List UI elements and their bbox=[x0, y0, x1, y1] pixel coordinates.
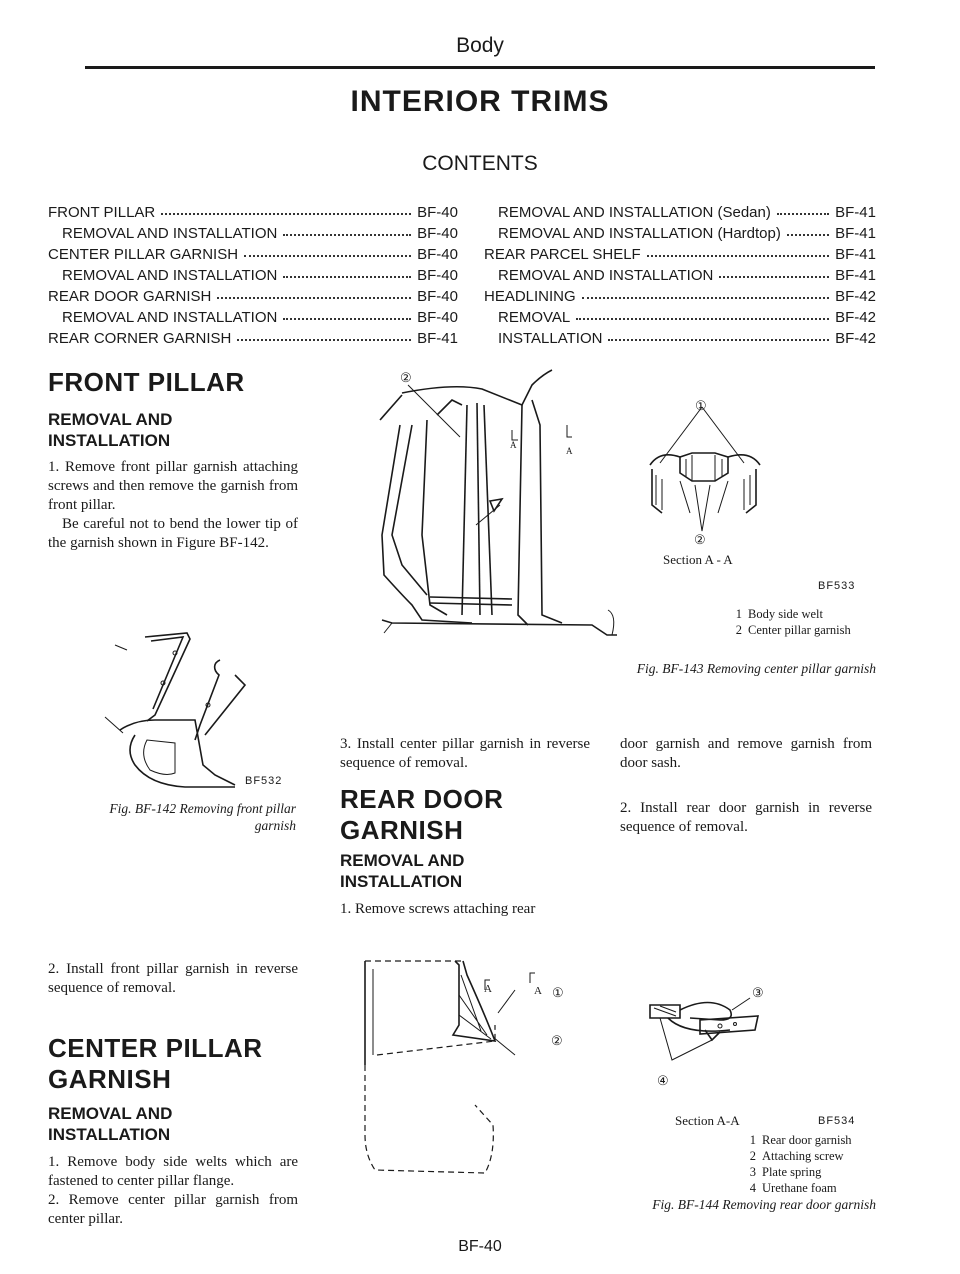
legend-item: 4 Urethane foam bbox=[749, 1181, 837, 1195]
front-pillar-subheading: REMOVAL AND INSTALLATION bbox=[48, 410, 173, 450]
front-pillar-note: Be careful not to bend the lower tip of the garnish shown in Figure BF-142. bbox=[48, 516, 298, 551]
front-pillar-heading: FRONT PILLAR bbox=[48, 367, 245, 397]
fig-bf143-callout-1: ① bbox=[695, 398, 707, 413]
toc-entry: REMOVAL AND INSTALLATION BF-40 bbox=[62, 267, 458, 284]
fig-bf143-body-illustration bbox=[372, 365, 632, 655]
running-header: Body bbox=[456, 34, 504, 57]
toc-entry: REAR CORNER GARNISH BF-41 bbox=[48, 330, 458, 347]
toc-entry: CENTER PILLAR GARNISH BF-40 bbox=[48, 246, 458, 263]
fig-bf144-callout-4: ④ bbox=[657, 1073, 669, 1088]
fig-bf143-section-label: Section A - A bbox=[663, 552, 733, 567]
rear-door-step-2: 2. Install rear door garnish in reverse sequence of removal. bbox=[620, 800, 872, 835]
fig-bf144-caption: Fig. BF-144 Removing rear door garnish bbox=[652, 1197, 876, 1212]
fig-bf143-mark-a-left: A bbox=[510, 440, 517, 450]
fig-bf143-mark-a-right: A bbox=[566, 446, 573, 456]
fig-bf142-code: BF532 bbox=[245, 775, 283, 787]
contents-heading: CONTENTS bbox=[422, 152, 538, 175]
fig-bf144-door-illustration bbox=[355, 955, 555, 1195]
center-pillar-subheading: REMOVAL AND INSTALLATION bbox=[48, 1104, 173, 1144]
toc-entry: REMOVAL AND INSTALLATION (Sedan) BF-41 bbox=[498, 204, 876, 221]
fig-bf144-section-illustration bbox=[640, 990, 780, 1080]
page-title: INTERIOR TRIMS bbox=[350, 85, 610, 118]
fig-bf142-illustration bbox=[95, 625, 265, 795]
toc-right bbox=[484, 202, 876, 349]
rear-door-heading: REAR DOOR GARNISH bbox=[340, 784, 504, 845]
rear-door-subheading: REMOVAL AND INSTALLATION bbox=[340, 851, 465, 891]
fig-bf144-mark-a-right: A bbox=[534, 985, 542, 997]
toc-entry: HEADLINING BF-42 bbox=[484, 288, 876, 305]
fig-bf144-callout-1: ① bbox=[552, 985, 564, 1000]
center-pillar-step-2: 2. Remove center pillar garnish from center pillar. bbox=[48, 1192, 298, 1227]
fig-bf143-section-illustration bbox=[640, 395, 780, 540]
toc-entry: FRONT PILLAR BF-40 bbox=[48, 204, 458, 221]
fig-bf143-callout-2b: ② bbox=[694, 532, 706, 547]
toc-entry: REAR DOOR GARNISH BF-40 bbox=[48, 288, 458, 305]
fig-bf144-callout-3: ③ bbox=[752, 985, 764, 1000]
rear-door-step-1b: door garnish and remove garnish from door sash. bbox=[620, 736, 872, 771]
legend-item: 2 Attaching screw bbox=[749, 1149, 844, 1163]
fig-bf144-code: BF534 bbox=[818, 1115, 856, 1127]
legend-item: 1 Body side welt bbox=[735, 607, 823, 621]
front-pillar-step-1: 1. Remove front pillar garnish attaching screws and then remove the garnish from front pillar. bbox=[48, 459, 298, 513]
center-pillar-step-1: 1. Remove body side welts which are fastened to center pillar flange. bbox=[48, 1154, 298, 1189]
legend-item: 1 Rear door garnish bbox=[749, 1133, 852, 1147]
legend-item: 3 Plate spring bbox=[749, 1165, 822, 1179]
center-pillar-steps bbox=[48, 1153, 298, 1229]
toc-entry: REMOVAL AND INSTALLATION BF-41 bbox=[498, 267, 876, 284]
legend-item: 2 Center pillar garnish bbox=[735, 623, 851, 637]
toc-entry: REMOVAL BF-42 bbox=[498, 309, 876, 326]
toc-entry: REMOVAL AND INSTALLATION (Hardtop) BF-41 bbox=[498, 225, 876, 242]
page-number: BF-40 bbox=[458, 1238, 502, 1255]
fig-bf143-caption: Fig. BF-143 Removing center pillar garnish bbox=[636, 661, 876, 676]
fig-bf144-section-label: Section A-A bbox=[675, 1113, 740, 1128]
front-pillar-step-2: 2. Install front pillar garnish in reverse sequence of removal. bbox=[48, 961, 298, 996]
toc-entry: INSTALLATION BF-42 bbox=[498, 330, 876, 347]
fig-bf142-caption: Fig. BF-142 Removing front pillar garnish bbox=[109, 801, 296, 833]
toc-entry: REMOVAL AND INSTALLATION BF-40 bbox=[62, 309, 458, 326]
header-rule bbox=[85, 66, 875, 69]
toc-entry: REMOVAL AND INSTALLATION BF-40 bbox=[62, 225, 458, 242]
rear-door-step-1a: 1. Remove screws attaching rear bbox=[340, 901, 536, 917]
center-pillar-step-3: 3. Install center pillar garnish in reverse sequence of removal. bbox=[340, 736, 590, 771]
fig-bf143-legend bbox=[728, 606, 851, 638]
fig-bf143-callout-2: ② bbox=[400, 370, 412, 385]
fig-bf143-code: BF533 bbox=[818, 580, 856, 592]
toc-left bbox=[48, 202, 458, 349]
front-pillar-steps bbox=[48, 458, 298, 553]
fig-bf144-mark-a-left: A bbox=[484, 983, 492, 995]
toc-entry: REAR PARCEL SHELF BF-41 bbox=[484, 246, 876, 263]
fig-bf144-legend bbox=[742, 1132, 852, 1196]
fig-bf144-callout-2: ② bbox=[551, 1033, 563, 1048]
center-pillar-heading: CENTER PILLAR GARNISH bbox=[48, 1033, 263, 1094]
